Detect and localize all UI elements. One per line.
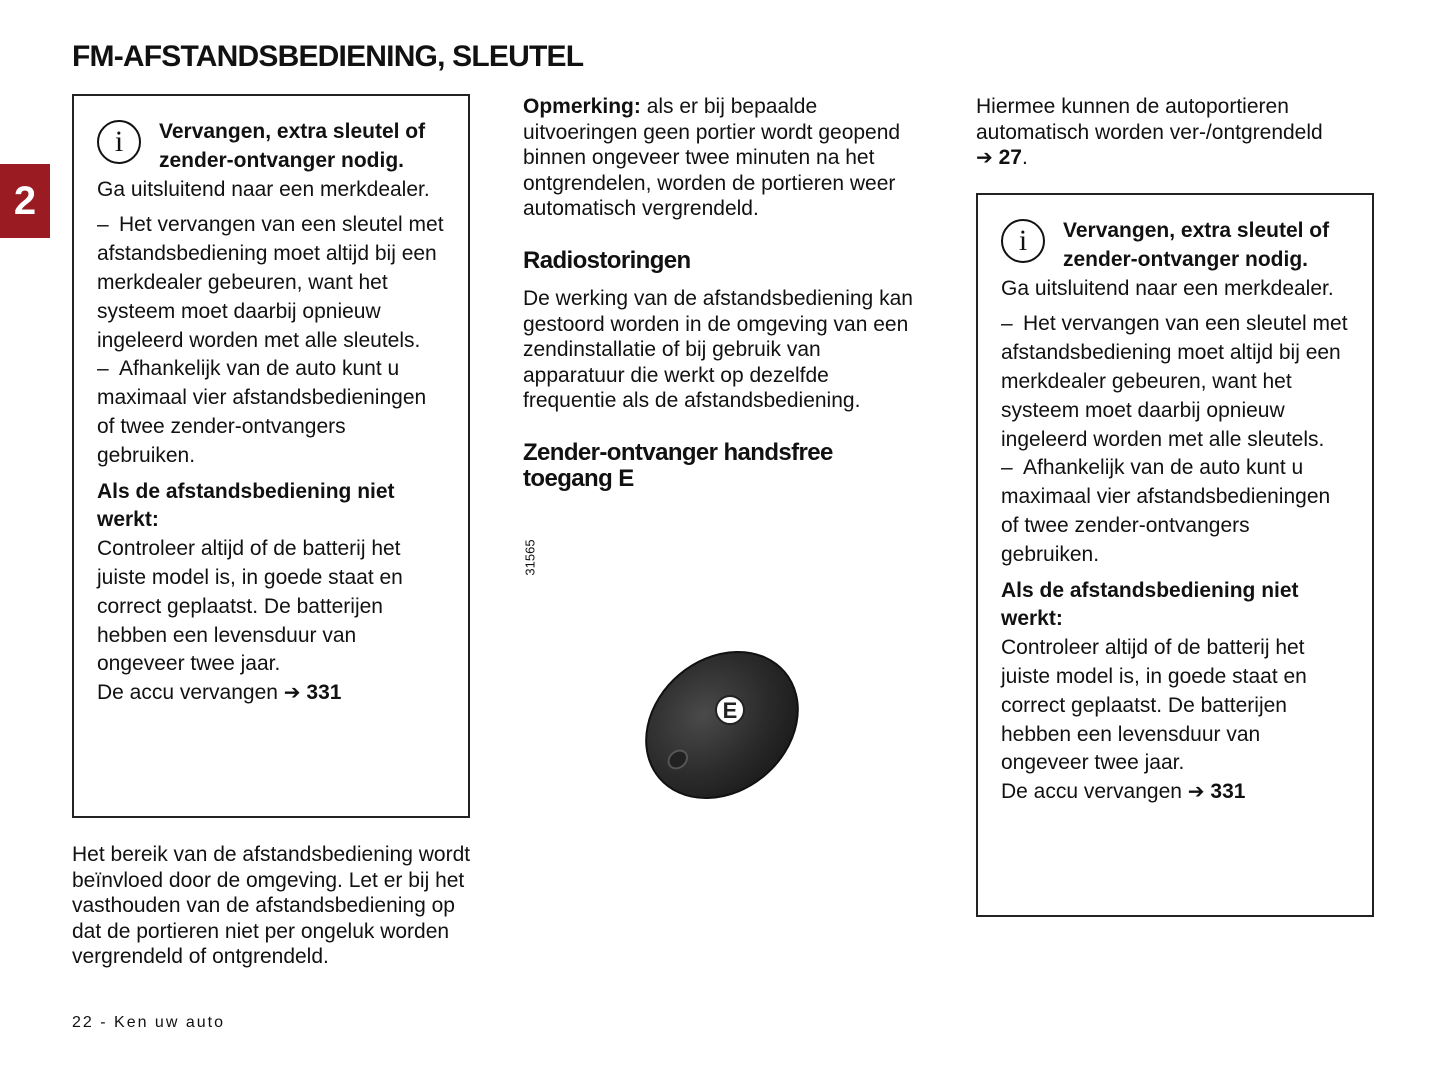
arrow-right-icon: ➔ — [1187, 781, 1205, 804]
chapter-tab: 2 — [0, 164, 50, 238]
right-column — [976, 94, 1376, 172]
arrow-right-icon: ➔ — [283, 682, 301, 705]
warning-heading: Als de afstandsbediening niet werkt: — [97, 479, 395, 532]
info-box-item: – Het vervangen van een sleutel met afstandsbediening moet altijd bij een merkdealer gebeuren, want het systeem moet daarbij opnieuw ingeleerd worden met alle sleutels. — [97, 213, 444, 352]
page-title: FM-AFSTANDSBEDIENING, SLEUTEL — [72, 40, 584, 73]
info-box-item: – Het vervangen van een sleutel met afstandsbediening moet altijd bij een merkdealer gebeuren, want het systeem moet daarbij opnieuw ingeleerd worden met alle sleutels. — [1001, 312, 1348, 451]
warning-heading: Als de afstandsbediening niet werkt: — [1001, 578, 1299, 631]
page-link[interactable]: 331 — [1210, 780, 1246, 804]
info-icon: i — [1001, 219, 1045, 263]
battery-reference: De accu vervangen ➔ 331 — [97, 681, 342, 705]
left-column — [72, 842, 472, 970]
key-fob-illustration — [522, 530, 822, 830]
info-icon: i — [97, 120, 141, 164]
info-box-title: Vervangen, extra sleutel of zender-ontvanger nodig. — [159, 120, 426, 172]
arrow-right-icon: ➔ — [976, 147, 993, 170]
radio-heading: Radiostoringen — [523, 246, 691, 274]
range-text: Het bereik van de afstandsbediening wordt beïnvloed door de omgeving. Let er bij het vasthouden van de afstandsbediening op dat de portieren niet per ongeluk worden vergrendeld of ontgrendeld. — [72, 843, 471, 969]
note-paragraph: Opmerking: als er bij bepaalde uitvoeringen geen portier wordt geopend binnen ongeveer twee minuten na het ontgrendelen, worden de portieren weer automatisch vergrendeld. — [523, 95, 901, 221]
handsfree-heading: Zender-ontvanger handsfree toegang E — [523, 438, 833, 492]
page-link[interactable]: 27 — [998, 146, 1022, 170]
warning-text: Controleer altijd of de batterij het juiste model is, in goede staat en correct geplaatst. De batterijen hebben een levensduur van ongeveer twee jaar. — [1001, 636, 1307, 775]
info-box-item: – Afhankelijk van de auto kunt u maximaal vier afstandsbedieningen of twee zender-ontvangers gebruiken. — [97, 357, 427, 467]
info-box-title: Vervangen, extra sleutel of zender-ontvanger nodig. — [1063, 219, 1330, 271]
figure-number: 31565 — [522, 539, 538, 576]
e-button-label: E — [722, 698, 738, 723]
right-intro: Hiermee kunnen de autoportieren automatisch worden ver-/ontgrendeld ➔ 27. — [976, 95, 1323, 170]
info-box-right — [976, 193, 1374, 917]
info-box-intro: Ga uitsluitend naar een merkdealer. — [97, 177, 430, 201]
info-box-intro: Ga uitsluitend naar een merkdealer. — [1001, 276, 1334, 300]
page-footer: 22 - Ken uw auto — [72, 1014, 225, 1031]
info-box-left — [72, 94, 470, 818]
page-link[interactable]: 331 — [306, 681, 342, 705]
battery-reference: De accu vervangen ➔ 331 — [1001, 780, 1246, 804]
middle-column — [523, 94, 915, 492]
info-box-item: – Afhankelijk van de auto kunt u maximaal vier afstandsbedieningen of twee zender-ontvangers gebruiken. — [1001, 456, 1331, 566]
key-fob-body — [617, 622, 822, 829]
warning-text: Controleer altijd of de batterij het juiste model is, in goede staat en correct geplaatst. De batterijen hebben een levensduur van ongeveer twee jaar. — [97, 537, 403, 676]
radio-text: De werking van de afstandsbediening kan gestoord worden in de omgeving van een zendinstallatie of bij gebruik van apparatuur die werkt op dezelfde frequentie als de afstandsbediening. — [523, 286, 913, 413]
